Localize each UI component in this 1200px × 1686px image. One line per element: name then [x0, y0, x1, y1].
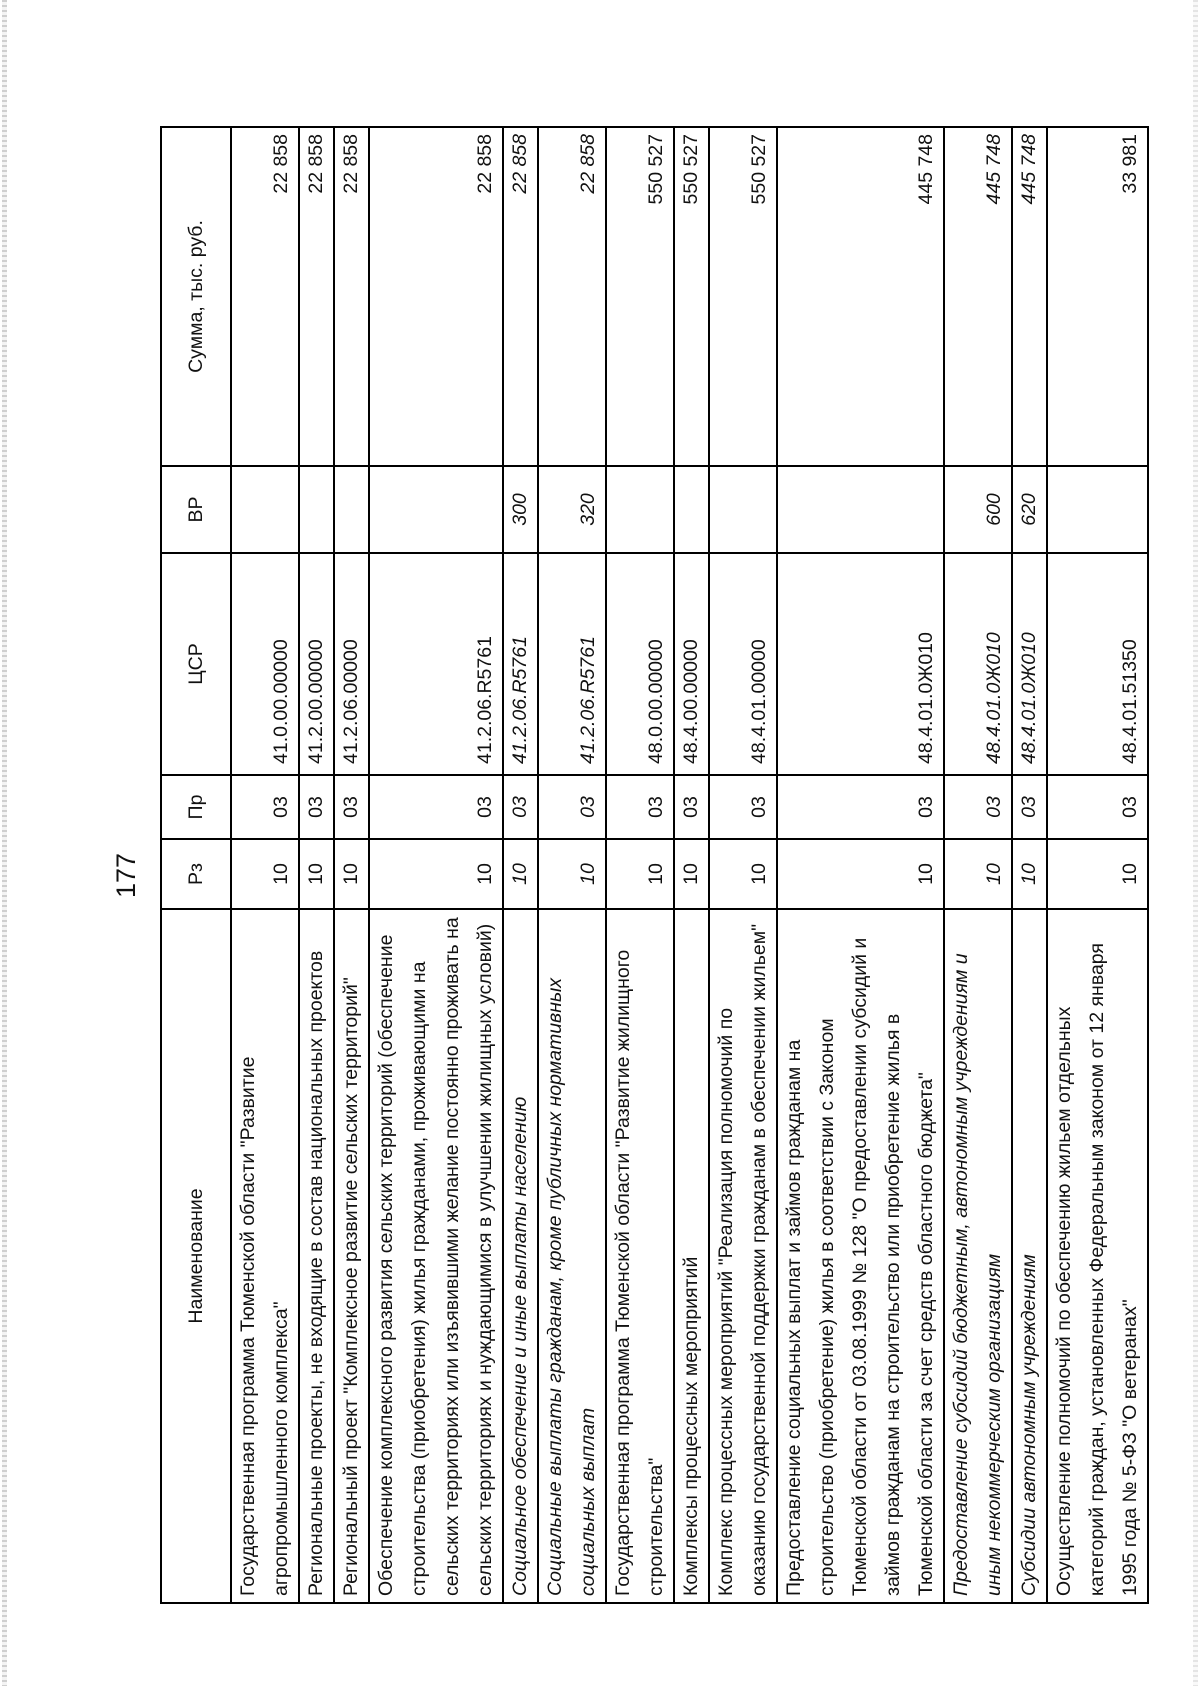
cell-pr: 03	[709, 775, 777, 839]
cell-pr: 03	[231, 775, 299, 839]
cell-csr: 48.4.00.00000	[674, 553, 709, 775]
cell-sum: 22 858	[503, 127, 538, 466]
cell-name: Региональные проекты, не входящие в состав национальных проектов	[299, 909, 334, 1603]
cell-sum: 22 858	[231, 127, 299, 466]
header-pr: Пр	[161, 775, 231, 839]
table-row	[606, 127, 674, 1603]
cell-name: Осуществление полномочий по обеспечению жильем отдельных категорий граждан, установленных Федеральным законом от 12 января 1995 года № 5-ФЗ "О ветеранах"	[1047, 909, 1148, 1603]
cell-pr: 03	[369, 775, 503, 839]
cell-pr: 03	[503, 775, 538, 839]
cell-name: Государственная программа Тюменской области "Развитие жилищного строительства"	[606, 909, 674, 1603]
table-row	[503, 127, 538, 1603]
header-csr: ЦСР	[161, 553, 231, 775]
cell-csr: 48.4.01.0Ж010	[944, 553, 1012, 775]
page-number: 177	[111, 852, 141, 898]
header-sum: Сумма, тыс. руб.	[161, 127, 231, 466]
cell-sum: 445 748	[1012, 127, 1047, 466]
table-row	[538, 127, 606, 1603]
cell-sum: 22 858	[538, 127, 606, 466]
cell-csr: 41.2.06.R5761	[538, 553, 606, 775]
cell-rz: 10	[369, 839, 503, 909]
table-row	[1047, 127, 1148, 1603]
cell-name: Комплексы процессных мероприятий	[674, 909, 709, 1603]
cell-name: Предоставление субсидий бюджетным, автономным учреждениям и иным некоммерческим организациям	[944, 909, 1012, 1603]
cell-vr	[231, 466, 299, 553]
cell-name: Социальное обеспечение и иные выплаты населению	[503, 909, 538, 1603]
cell-name: Обеспечение комплексного развития сельских территорий (обеспечение строительства (приобретения) жилья гражданами, проживающими на сельских территориях или изъявившими желание постоянно проживать на сельских территориях и нуждающимися в улучшении жилищных условий)	[369, 909, 503, 1603]
cell-sum: 33 981	[1047, 127, 1148, 466]
cell-rz: 10	[299, 839, 334, 909]
cell-name: Субсидии автономным учреждениям	[1012, 909, 1047, 1603]
cell-rz: 10	[709, 839, 777, 909]
cell-rz: 10	[1047, 839, 1148, 909]
cell-pr: 03	[674, 775, 709, 839]
table-row	[777, 127, 944, 1603]
cell-sum: 22 858	[334, 127, 369, 466]
cell-csr: 48.0.00.00000	[606, 553, 674, 775]
budget-table	[160, 126, 1149, 1604]
cell-rz: 10	[334, 839, 369, 909]
table-row	[674, 127, 709, 1603]
cell-sum: 550 527	[709, 127, 777, 466]
cell-pr: 03	[944, 775, 1012, 839]
table-row	[1012, 127, 1047, 1603]
cell-rz: 10	[538, 839, 606, 909]
cell-vr	[334, 466, 369, 553]
cell-csr: 41.2.06.00000	[334, 553, 369, 775]
cell-vr	[1047, 466, 1148, 553]
cell-rz: 10	[231, 839, 299, 909]
cell-vr	[777, 466, 944, 553]
header-row	[161, 127, 231, 1603]
cell-pr: 03	[777, 775, 944, 839]
cell-rz: 10	[674, 839, 709, 909]
cell-pr: 03	[299, 775, 334, 839]
cell-rz: 10	[777, 839, 944, 909]
cell-pr: 03	[1012, 775, 1047, 839]
cell-csr: 48.4.01.51350	[1047, 553, 1148, 775]
scan-edge-right	[1193, 0, 1198, 1686]
cell-csr: 48.4.01.0Ж010	[777, 553, 944, 775]
cell-rz: 10	[606, 839, 674, 909]
header-rz: Рз	[161, 839, 231, 909]
cell-pr: 03	[538, 775, 606, 839]
table-row	[369, 127, 503, 1603]
scan-edge-left	[2, 0, 7, 1686]
cell-sum: 22 858	[299, 127, 334, 466]
cell-vr: 320	[538, 466, 606, 553]
cell-name: Государственная программа Тюменской области "Развитие агропромышленного комплекса"	[231, 909, 299, 1603]
rotated-page-content	[160, 128, 1141, 1604]
cell-vr: 600	[944, 466, 1012, 553]
cell-sum: 550 527	[606, 127, 674, 466]
cell-sum: 445 748	[777, 127, 944, 466]
cell-csr: 41.0.00.00000	[231, 553, 299, 775]
cell-csr: 41.2.06.R5761	[503, 553, 538, 775]
cell-csr: 48.4.01.00000	[709, 553, 777, 775]
header-vr: ВР	[161, 466, 231, 553]
cell-pr: 03	[334, 775, 369, 839]
cell-vr	[299, 466, 334, 553]
cell-vr	[674, 466, 709, 553]
cell-pr: 03	[606, 775, 674, 839]
cell-vr	[709, 466, 777, 553]
table-row	[709, 127, 777, 1603]
cell-pr: 03	[1047, 775, 1148, 839]
cell-csr: 41.2.06.R5761	[369, 553, 503, 775]
cell-sum: 550 527	[674, 127, 709, 466]
cell-vr: 300	[503, 466, 538, 553]
table-row	[299, 127, 334, 1603]
cell-vr	[369, 466, 503, 553]
cell-sum: 445 748	[944, 127, 1012, 466]
cell-rz: 10	[503, 839, 538, 909]
cell-sum: 22 858	[369, 127, 503, 466]
cell-rz: 10	[1012, 839, 1047, 909]
cell-rz: 10	[944, 839, 1012, 909]
table-row	[944, 127, 1012, 1603]
cell-name: Предоставление социальных выплат и займов гражданам на строительство (приобретение) жилья в соответствии с Законом Тюменской области от 03.08.1999 № 128 "О предоставлении субсидий и займов гражданам на строительство или приобретение жилья в Тюменской области за счет средств областного бюджета"	[777, 909, 944, 1603]
cell-csr: 41.2.00.00000	[299, 553, 334, 775]
cell-csr: 48.4.01.0Ж010	[1012, 553, 1047, 775]
cell-name: Региональный проект "Комплексное развитие сельских территорий"	[334, 909, 369, 1603]
cell-vr: 620	[1012, 466, 1047, 553]
header-name: Наименование	[161, 909, 231, 1603]
table-row	[231, 127, 299, 1603]
cell-vr	[606, 466, 674, 553]
table-row	[334, 127, 369, 1603]
cell-name: Социальные выплаты гражданам, кроме публичных нормативных социальных выплат	[538, 909, 606, 1603]
cell-name: Комплекс процессных мероприятий "Реализация полномочий по оказанию государственной поддержки гражданам в обеспечении жильем"	[709, 909, 777, 1603]
